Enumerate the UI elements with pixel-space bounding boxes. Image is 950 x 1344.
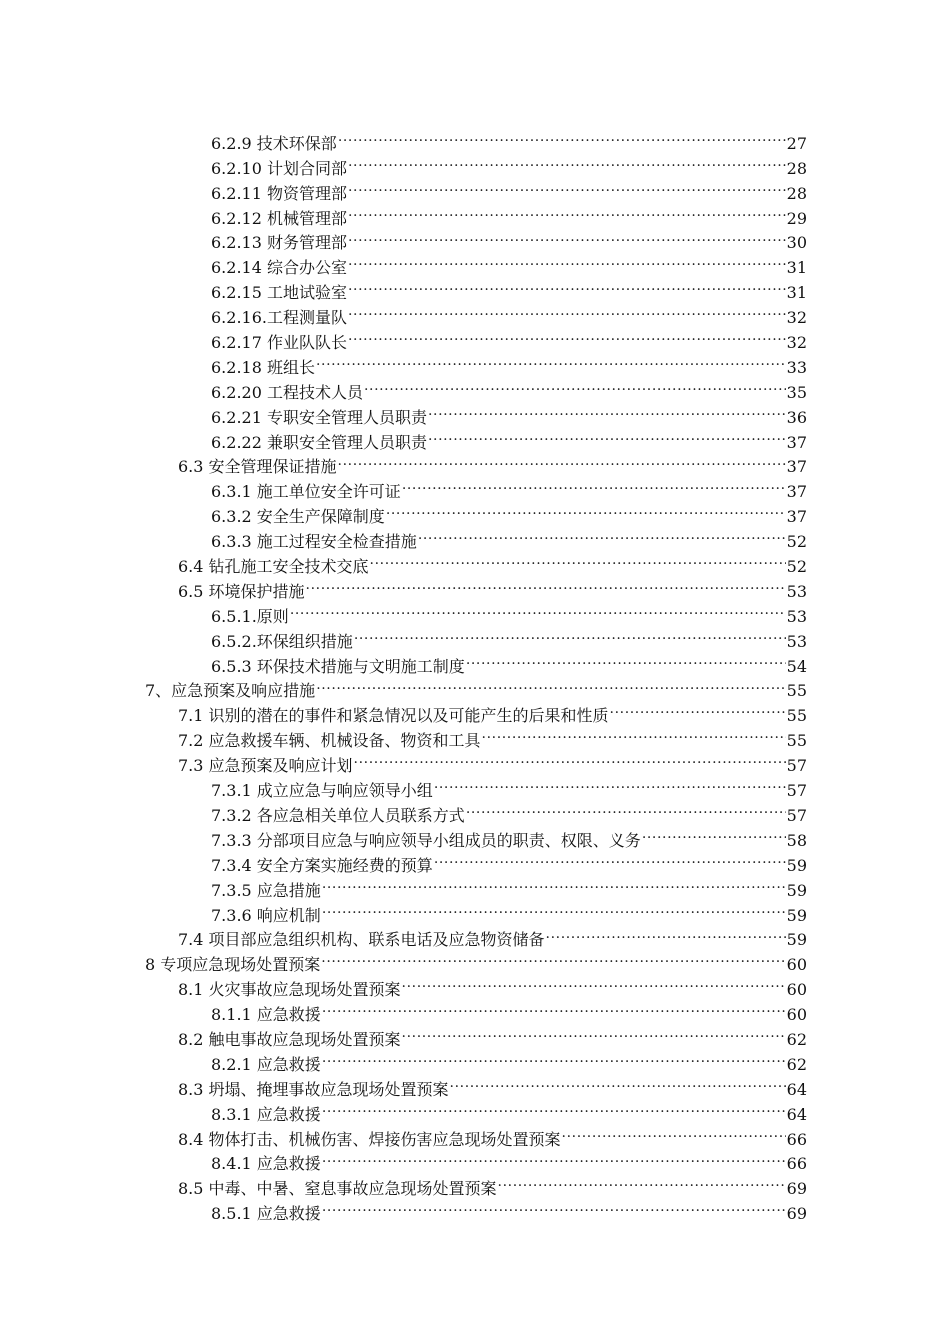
toc-entry-page-number: 69 bbox=[786, 1177, 807, 1202]
toc-entry-title: 6.2.9 技术环保部 bbox=[211, 132, 338, 157]
toc-entry-title: 7.3.6 响应机制 bbox=[211, 904, 322, 929]
toc-dot-leader bbox=[322, 1194, 786, 1219]
toc-entry[interactable] bbox=[0, 398, 950, 427]
toc-entry-page-number: 32 bbox=[786, 306, 807, 331]
toc-entry-title: 6.2.21 专职安全管理人员职责 bbox=[211, 406, 428, 431]
toc-entry[interactable] bbox=[0, 248, 950, 278]
toc-entry-title: 8 专项应急现场处置预案 bbox=[145, 953, 321, 978]
toc-entry-page-number: 66 bbox=[786, 1152, 807, 1177]
toc-dot-leader bbox=[338, 448, 786, 473]
toc-entry-page-number: 59 bbox=[786, 928, 807, 953]
toc-dot-leader bbox=[348, 273, 786, 298]
toc-entry-page-number: 59 bbox=[786, 879, 807, 904]
toc-dot-leader bbox=[466, 796, 786, 821]
toc-entry-page-number: 62 bbox=[786, 1028, 807, 1053]
toc-entry[interactable] bbox=[0, 1095, 950, 1124]
toc-entry-page-number: 37 bbox=[786, 480, 807, 505]
toc-entry[interactable] bbox=[0, 1120, 950, 1149]
toc-entry-title: 8.1 火灾事故应急现场处置预案 bbox=[178, 978, 402, 1003]
toc-dot-leader bbox=[402, 472, 786, 497]
toc-entry[interactable] bbox=[0, 522, 950, 552]
toc-entry-page-number: 30 bbox=[786, 231, 807, 256]
toc-entry-page-number: 35 bbox=[786, 381, 807, 406]
toc-dot-leader bbox=[402, 1020, 786, 1045]
toc-entry[interactable] bbox=[0, 896, 950, 925]
toc-dot-leader bbox=[316, 348, 786, 373]
toc-entry-title: 7.1 识别的潜在的事件和紧急情况以及可能产生的后果和性质 bbox=[178, 704, 610, 729]
toc-entry-page-number: 53 bbox=[786, 630, 807, 655]
toc-entry-page-number: 33 bbox=[786, 356, 807, 381]
toc-entry-title: 6.2.16.工程测量队 bbox=[211, 306, 348, 331]
table-of-contents bbox=[0, 124, 950, 1224]
toc-entry-page-number: 60 bbox=[786, 953, 807, 978]
toc-dot-leader bbox=[450, 1070, 786, 1095]
toc-entry[interactable] bbox=[0, 1045, 950, 1074]
toc-entry-page-number: 55 bbox=[786, 704, 807, 729]
toc-entry-title: 8.3.1 应急救援 bbox=[211, 1103, 322, 1128]
toc-entry[interactable] bbox=[0, 945, 950, 975]
toc-entry[interactable] bbox=[0, 1145, 950, 1174]
toc-entry-title: 6.5.3 环保技术措施与文明施工制度 bbox=[211, 655, 466, 680]
toc-dot-leader bbox=[434, 846, 786, 871]
toc-entry-title: 8.5 中毒、中暑、窒息事故应急现场处置预案 bbox=[178, 1177, 498, 1202]
toc-entry[interactable] bbox=[0, 1169, 950, 1199]
toc-dot-leader bbox=[402, 970, 786, 995]
toc-entry[interactable] bbox=[0, 821, 950, 850]
toc-dot-leader bbox=[348, 248, 786, 273]
toc-dot-leader bbox=[306, 572, 786, 597]
toc-dot-leader bbox=[348, 199, 786, 224]
toc-entry[interactable] bbox=[0, 846, 950, 875]
toc-dot-leader bbox=[348, 149, 786, 174]
toc-dot-leader bbox=[322, 871, 786, 896]
toc-entry-page-number: 54 bbox=[786, 655, 807, 680]
toc-entry[interactable] bbox=[0, 472, 950, 502]
toc-entry-page-number: 58 bbox=[786, 829, 807, 854]
toc-entry-title: 8.5.1 应急救援 bbox=[211, 1202, 322, 1227]
toc-entry-page-number: 37 bbox=[786, 505, 807, 530]
toc-entry-page-number: 28 bbox=[786, 157, 807, 182]
toc-entry-page-number: 60 bbox=[786, 1003, 807, 1028]
toc-dot-leader bbox=[354, 622, 786, 647]
toc-entry-page-number: 55 bbox=[786, 679, 807, 704]
toc-entry-title: 8.4 物体打击、机械伤害、焊接伤害应急现场处置预案 bbox=[178, 1128, 562, 1153]
toc-dot-leader bbox=[428, 398, 786, 423]
toc-dot-leader bbox=[562, 1120, 786, 1145]
toc-entry[interactable] bbox=[0, 174, 950, 203]
toc-entry[interactable] bbox=[0, 124, 950, 153]
toc-entry[interactable] bbox=[0, 497, 950, 527]
toc-entry[interactable] bbox=[0, 373, 950, 402]
toc-entry-title: 6.2.18 班组长 bbox=[211, 356, 316, 381]
toc-entry[interactable] bbox=[0, 622, 950, 651]
toc-entry-page-number: 52 bbox=[786, 530, 807, 555]
toc-entry-title: 7.4 项目部应急组织机构、联系电话及应急物资储备 bbox=[178, 928, 546, 953]
toc-dot-leader bbox=[434, 771, 786, 796]
toc-entry[interactable] bbox=[0, 796, 950, 825]
toc-entry-title: 7.2 应急救援车辆、机械设备、物资和工具 bbox=[178, 729, 482, 754]
toc-entry-page-number: 29 bbox=[786, 207, 807, 232]
toc-entry-title: 6.2.13 财务管理部 bbox=[211, 231, 348, 256]
toc-dot-leader bbox=[322, 1095, 786, 1120]
toc-entry-page-number: 55 bbox=[786, 729, 807, 754]
toc-entry-title: 7.3.4 安全方案实施经费的预算 bbox=[211, 854, 434, 879]
toc-entry[interactable] bbox=[0, 696, 950, 726]
toc-entry-title: 6.5 环境保护措施 bbox=[178, 580, 306, 605]
toc-entry-page-number: 37 bbox=[786, 455, 807, 480]
toc-dot-leader bbox=[322, 995, 786, 1020]
toc-dot-leader bbox=[290, 597, 786, 622]
toc-dot-leader bbox=[348, 323, 786, 348]
toc-entry[interactable] bbox=[0, 921, 950, 950]
toc-entry[interactable] bbox=[0, 348, 950, 377]
toc-entry-page-number: 57 bbox=[786, 754, 807, 779]
toc-dot-leader bbox=[428, 423, 786, 448]
toc-entry[interactable] bbox=[0, 547, 950, 577]
toc-entry-title: 6.4 钻孔施工安全技术交底 bbox=[178, 555, 370, 580]
toc-dot-leader bbox=[322, 1145, 786, 1170]
toc-dot-leader bbox=[364, 373, 786, 398]
toc-entry[interactable] bbox=[0, 672, 950, 701]
toc-entry-title: 6.2.20 工程技术人员 bbox=[211, 381, 364, 406]
toc-entry-page-number: 52 bbox=[786, 555, 807, 580]
toc-entry-page-number: 53 bbox=[786, 580, 807, 605]
toc-entry[interactable] bbox=[0, 970, 950, 1000]
toc-dot-leader bbox=[642, 821, 786, 846]
toc-dot-leader bbox=[348, 174, 786, 199]
toc-entry-title: 8.2 触电事故应急现场处置预案 bbox=[178, 1028, 402, 1053]
toc-dot-leader bbox=[348, 224, 786, 249]
toc-entry-page-number: 27 bbox=[786, 132, 807, 157]
toc-entry-title: 7.3.3 分部项目应急与响应领导小组成员的职责、权限、义务 bbox=[211, 829, 642, 854]
toc-entry[interactable] bbox=[0, 149, 950, 178]
toc-entry[interactable] bbox=[0, 323, 950, 353]
toc-entry[interactable] bbox=[0, 746, 950, 776]
toc-entry-title: 6.2.14 综合办公室 bbox=[211, 256, 348, 281]
toc-entry-title: 7.3.2 各应急相关单位人员联系方式 bbox=[211, 804, 466, 829]
toc-entry-page-number: 57 bbox=[786, 779, 807, 804]
toc-dot-leader bbox=[418, 522, 786, 547]
toc-entry[interactable] bbox=[0, 871, 950, 900]
toc-entry[interactable] bbox=[0, 572, 950, 601]
toc-entry[interactable] bbox=[0, 224, 950, 253]
toc-entry-title: 7.3.1 成立应急与响应领导小组 bbox=[211, 779, 434, 804]
toc-entry-title: 6.2.17 作业队队长 bbox=[211, 331, 348, 356]
toc-entry-page-number: 64 bbox=[786, 1078, 807, 1103]
toc-entry-page-number: 36 bbox=[786, 406, 807, 431]
toc-entry[interactable] bbox=[0, 448, 950, 477]
toc-dot-leader bbox=[498, 1169, 786, 1194]
toc-entry-title: 8.1.1 应急救援 bbox=[211, 1003, 322, 1028]
toc-entry[interactable] bbox=[0, 1020, 950, 1049]
toc-entry-page-number: 59 bbox=[786, 854, 807, 879]
toc-entry-page-number: 66 bbox=[786, 1128, 807, 1153]
toc-dot-leader bbox=[321, 945, 785, 970]
toc-entry[interactable] bbox=[0, 597, 950, 626]
toc-dot-leader bbox=[610, 696, 786, 721]
toc-entry-page-number: 57 bbox=[786, 804, 807, 829]
toc-entry-title: 6.3 安全管理保证措施 bbox=[178, 455, 338, 480]
toc-entry[interactable] bbox=[0, 995, 950, 1025]
toc-entry-title: 7、应急预案及响应措施 bbox=[145, 679, 316, 704]
toc-entry-page-number: 60 bbox=[786, 978, 807, 1003]
toc-entry-page-number: 28 bbox=[786, 182, 807, 207]
toc-entry-title: 8.3 坍塌、掩埋事故应急现场处置预案 bbox=[178, 1078, 450, 1103]
toc-entry[interactable] bbox=[0, 1194, 950, 1224]
toc-entry-title: 6.2.22 兼职安全管理人员职责 bbox=[211, 431, 428, 456]
toc-dot-leader bbox=[348, 298, 786, 323]
toc-entry-page-number: 31 bbox=[786, 281, 807, 306]
toc-entry-page-number: 59 bbox=[786, 904, 807, 929]
toc-dot-leader bbox=[370, 547, 786, 572]
toc-entry-title: 6.5.1.原则 bbox=[211, 605, 290, 630]
toc-entry-page-number: 69 bbox=[786, 1202, 807, 1227]
toc-dot-leader bbox=[466, 647, 786, 672]
toc-entry-title: 6.2.12 机械管理部 bbox=[211, 207, 348, 232]
toc-entry[interactable] bbox=[0, 423, 950, 452]
toc-entry-page-number: 53 bbox=[786, 605, 807, 630]
toc-entry-title: 7.3 应急预案及响应计划 bbox=[178, 754, 354, 779]
toc-entry-title: 6.2.15 工地试验室 bbox=[211, 281, 348, 306]
toc-entry[interactable] bbox=[0, 721, 950, 751]
toc-dot-leader bbox=[482, 721, 786, 746]
toc-dot-leader bbox=[386, 497, 786, 522]
toc-entry-title: 6.2.11 物资管理部 bbox=[211, 182, 348, 207]
toc-dot-leader bbox=[546, 921, 786, 946]
toc-dot-leader bbox=[322, 896, 786, 921]
toc-entry[interactable] bbox=[0, 771, 950, 801]
toc-entry-title: 7.3.5 应急措施 bbox=[211, 879, 322, 904]
toc-dot-leader bbox=[338, 124, 786, 149]
toc-entry-title: 6.3.1 施工单位安全许可证 bbox=[211, 480, 402, 505]
toc-entry-title: 6.5.2.环保组织措施 bbox=[211, 630, 354, 655]
toc-entry-page-number: 32 bbox=[786, 331, 807, 356]
toc-entry-title: 8.4.1 应急救援 bbox=[211, 1152, 322, 1177]
toc-entry-title: 6.3.3 施工过程安全检查措施 bbox=[211, 530, 418, 555]
toc-entry-title: 6.3.2 安全生产保障制度 bbox=[211, 505, 386, 530]
toc-entry-title: 6.2.10 计划合同部 bbox=[211, 157, 348, 182]
toc-dot-leader bbox=[316, 672, 785, 697]
toc-entry-title: 8.2.1 应急救援 bbox=[211, 1053, 322, 1078]
toc-entry-page-number: 64 bbox=[786, 1103, 807, 1128]
toc-entry[interactable] bbox=[0, 1070, 950, 1099]
toc-dot-leader bbox=[322, 1045, 786, 1070]
toc-entry[interactable] bbox=[0, 273, 950, 303]
toc-entry-page-number: 62 bbox=[786, 1053, 807, 1078]
toc-entry-page-number: 31 bbox=[786, 256, 807, 281]
toc-entry[interactable] bbox=[0, 199, 950, 228]
toc-entry[interactable] bbox=[0, 298, 950, 328]
toc-entry-page-number: 37 bbox=[786, 431, 807, 456]
toc-dot-leader bbox=[354, 746, 786, 771]
toc-entry[interactable] bbox=[0, 647, 950, 676]
